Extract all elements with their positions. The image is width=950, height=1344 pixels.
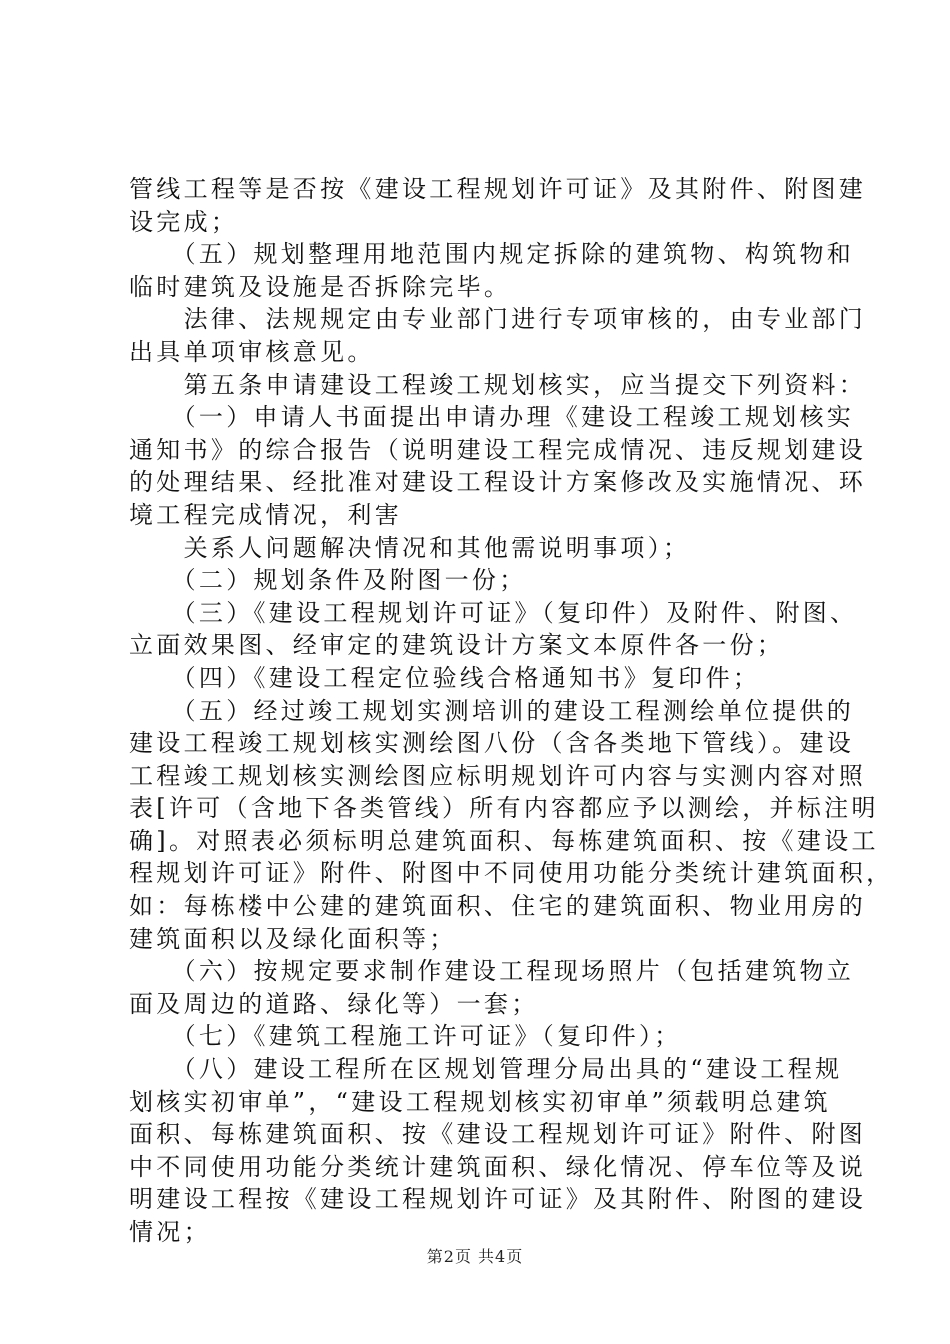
text-line: 出具单项审核意见。 — [129, 337, 375, 366]
text-line: 面积、每栋建筑面积、按《建设工程规划许可证》附件、附图 — [129, 1120, 867, 1149]
text-line: 法律、法规规定由专业部门进行专项审核的，由专业部门 — [129, 305, 867, 334]
page-footer: 第2页 共4页 — [426, 1247, 524, 1266]
text-line: 境工程完成情况，利害 — [129, 500, 402, 529]
text-line: 建设工程竣工规划核实测绘图八份（含各类地下管线）。建设 — [129, 729, 855, 758]
text-line: 程规划许可证》附件、附图中不同使用功能分类统计建筑面积， — [129, 859, 894, 888]
text-line: 确]。对照表必须标明总建筑面积、每栋建筑面积、按《建设工 — [129, 826, 879, 855]
text-line: （七）《建筑工程施工许可证》（复印件）； — [129, 1022, 682, 1051]
text-line: 表[许可（含地下各类管线）所有内容都应予以测绘，并标注明 — [129, 794, 879, 823]
text-line: 通知书》的综合报告（说明建设工程完成情况、违反规划建设 — [129, 435, 867, 464]
text-line: 第五条申请建设工程竣工规划核实，应当提交下列资料： — [129, 370, 867, 399]
text-line: （一）申请人书面提出申请办理《建设工程竣工规划核实 — [129, 403, 855, 432]
text-line: （八）建设工程所在区规划管理分局出具的“建设工程规 — [129, 1055, 843, 1084]
text-line: 建筑面积以及绿化面积等； — [129, 924, 457, 953]
text-line: 划核实初审单”，“建设工程规划核实初审单”须载明总建筑 — [129, 1087, 831, 1116]
text-line: （四）《建设工程定位验线合格通知书》复印件； — [129, 663, 761, 692]
text-line: 关系人问题解决情况和其他需说明事项）； — [129, 533, 691, 562]
text-line: 工程竣工规划核实测绘图应标明规划许可内容与实测内容对照 — [129, 761, 867, 790]
text-line: 的处理结果、经批准对建设工程设计方案修改及实施情况、环 — [129, 468, 867, 497]
text-line: 情况； — [129, 1218, 211, 1246]
text-line: 如：每栋楼中公建的建筑面积、住宅的建筑面积、物业用房的 — [129, 892, 867, 921]
text-line: （六）按规定要求制作建设工程现场照片（包括建筑物立 — [129, 957, 855, 986]
text-line: （三）《建设工程规划许可证》（复印件）及附件、附图、 — [129, 598, 858, 627]
text-line: 管线工程等是否按《建设工程规划许可证》及其附件、附图建 — [129, 175, 867, 203]
text-line: 面及周边的道路、绿化等）一套； — [129, 989, 539, 1018]
text-line: （二）规划条件及附图一份； — [129, 566, 527, 595]
text-line: 立面效果图、经审定的建筑设计方案文本原件各一份； — [129, 631, 785, 660]
text-line: 设完成； — [129, 207, 239, 236]
text-line: 临时建筑及设施是否拆除完毕。 — [129, 272, 512, 301]
text-line: 中不同使用功能分类统计建筑面积、绿化情况、停车位等及说 — [129, 1152, 867, 1181]
document-body — [129, 173, 894, 1249]
text-line: 明建设工程按《建设工程规划许可证》及其附件、附图的建设 — [129, 1185, 867, 1214]
text-line: （五）经过竣工规划实测培训的建设工程测绘单位提供的 — [129, 696, 855, 725]
text-line: （五）规划整理用地范围内规定拆除的建筑物、构筑物和 — [129, 240, 855, 269]
